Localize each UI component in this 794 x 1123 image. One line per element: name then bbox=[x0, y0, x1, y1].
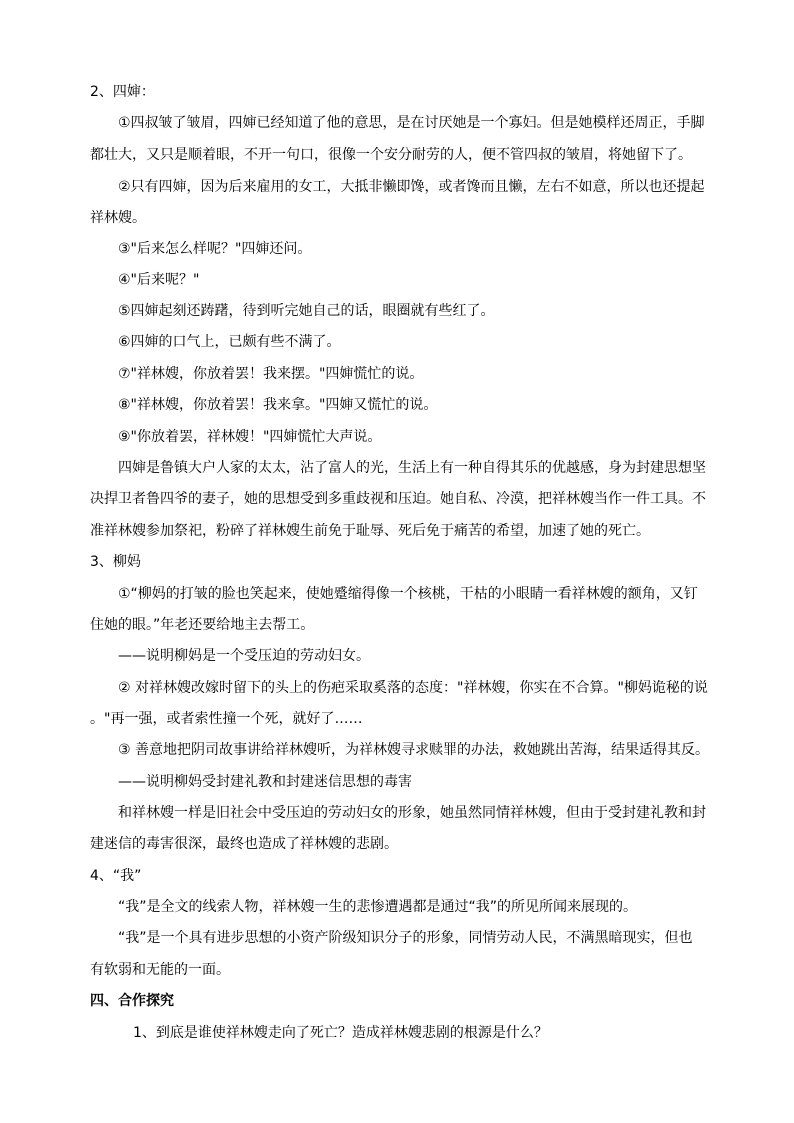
paragraph-line: ② 对祥林嫂改嫁时留下的头上的伤疤采取奚落的态度："祥林嫂，你实在不合算。"柳妈诡秘的说 bbox=[118, 680, 708, 696]
paragraph-line: 有软弱和无能的一面。 bbox=[90, 962, 230, 978]
paragraph-line: ①四叔皱了皱眉，四婶已经知道了他的意思，是在讨厌她是一个寡妇。但是她模样还周正，手脚 bbox=[118, 115, 705, 131]
paragraph-line: “我”是全文的线索人物，祥林嫂一生的悲惨遭遇都是通过“我”的所见所闻来展现的。 bbox=[118, 899, 638, 915]
paragraph-line: ③"后来怎么样呢？"四婶还问。 bbox=[118, 241, 312, 257]
paragraph-line: ①“柳妈的打皱的脸也笑起来，使她蹙缩得像一个核桃，干枯的小眼睛一看祥林嫂的额角，又钉 bbox=[118, 586, 698, 602]
section-heading-wo: 4、“我” bbox=[90, 868, 142, 884]
paragraph-line: 和祥林嫂一样是旧社会中受压迫的劳动妇女的形象，她虽然同情祥林嫂，但由于受封建礼教和封 bbox=[118, 805, 706, 821]
paragraph-line: ④"后来呢？" bbox=[118, 272, 200, 288]
paragraph-line: 都壮大，又只是顺着眼，不开一句口，很像一个安分耐劳的人，便不管四叔的皱眉，将她留下了。 bbox=[90, 147, 692, 163]
paragraph-line: ——说明柳妈受封建礼教和封建迷信思想的毒害 bbox=[118, 774, 412, 790]
paragraph-line: 。"再一强，或者索性撞一个死，就好了…… bbox=[90, 711, 363, 727]
question-line: 1、到底是谁使祥林嫂走向了死亡？造成祥林嫂悲剧的根源是什么？ bbox=[133, 1025, 548, 1041]
section-heading-liuma: 3、柳妈 bbox=[90, 554, 141, 570]
paragraph-line: ⑦"祥林嫂，你放着罢！我来摆。"四婶慌忙的说。 bbox=[118, 366, 424, 382]
paragraph-line: ⑨"你放着罢，祥林嫂！"四婶慌忙大声说。 bbox=[118, 429, 382, 445]
paragraph-line: 祥林嫂。 bbox=[90, 210, 146, 226]
paragraph-line: 建迷信的毒害很深，最终也造成了祥林嫂的悲剧。 bbox=[90, 836, 398, 852]
paragraph-line: ③ 善意地把阴司故事讲给祥林嫂听，为祥林嫂寻求赎罪的办法，救她跳出苦海，结果适得其反。 bbox=[118, 742, 709, 758]
paragraph-line: “我”是一个具有进步思想的小资产阶级知识分子的形象，同情劳动人民，不满黑暗现实，但也 bbox=[118, 930, 693, 946]
paragraph-line: ——说明柳妈是一个受压迫的劳动妇女。 bbox=[118, 648, 370, 664]
section-heading-cooperation: 四、合作探究 bbox=[90, 993, 174, 1009]
paragraph-line: ⑧"祥林嫂，你放着罢！我来拿。"四婶又慌忙的说。 bbox=[118, 397, 438, 413]
paragraph-line: 住她的眼。”年老还要给地主去帮工。 bbox=[90, 617, 315, 633]
paragraph-line: ⑤四婶起刻还踌躇，待到听完她自己的话，眼圈就有些红了。 bbox=[118, 303, 495, 319]
paragraph-line: 准祥林嫂参加祭祀，粉碎了祥林嫂生前免于耻辱、死后免于痛苦的希望，加速了她的死亡。 bbox=[90, 523, 650, 539]
section-heading-siyin: 2、四婶： bbox=[90, 84, 155, 100]
paragraph-line: 决捍卫者鲁四爷的妻子，她的思想受到多重歧视和压迫。她自私、冷漠，把祥林嫂当作一件工具。不 bbox=[90, 491, 706, 507]
paragraph-line: 四婶是鲁镇大户人家的太太，沾了富人的光，生活上有一种自得其乐的优越感，身为封建思想坚 bbox=[118, 460, 706, 476]
paragraph-line: ②只有四婶，因为后来雇用的女工，大抵非懒即馋，或者馋而且懒，左右不如意，所以也还提起 bbox=[118, 179, 705, 195]
paragraph-line: ⑥四婶的口气上，已颇有些不满了。 bbox=[118, 334, 341, 350]
